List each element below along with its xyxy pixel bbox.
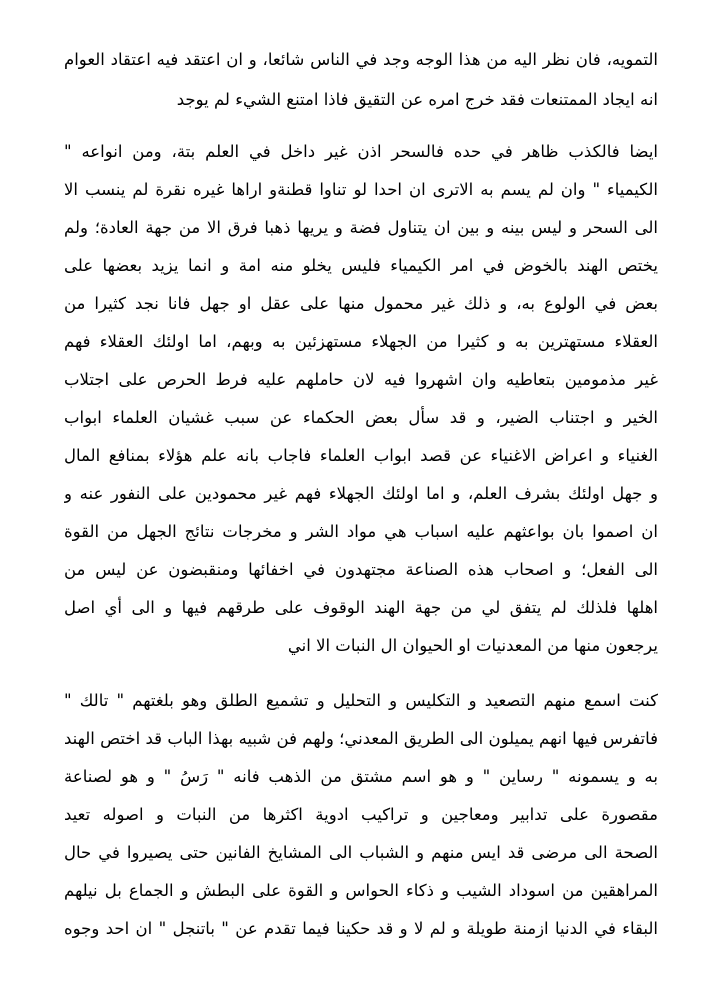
text-line: اهلها فلذلك لم يتفق لي من جهة الهند الوقوف على طرقهم فيها و الى أي اصل: [64, 598, 658, 617]
text-line: المراهقين من اسوداد الشيب و ذكاء الحواس و القوة على البطش و الجماع بل نيلهم: [64, 881, 658, 900]
text-line: بعض في الولوع به، و ذلك غير محمول منها على عقل او جهل فانا نجد كثيرا من: [64, 294, 658, 313]
text-line: الى السحر و ليس بينه و بين ان يتناول فضة و يريها ذهبا فرق الا من جهة العادة؛ ولم: [64, 218, 658, 237]
text-line: الصحة الى مرضى قد ايس منهم و الشباب الى المشايخ الفانين حتى يصيروا في حال: [64, 843, 658, 862]
text-line: البقاء في الدنيا ازمنة طويلة و لم لا و قد حكينا فيما تقدم عن " باتنجل " ان احد وجوه: [64, 919, 658, 938]
text-line: ايضا فالكذب ظاهر في حده فالسحر اذن غير داخل في العلم بتة، ومن انواعه ": [64, 142, 658, 161]
text-line: مقصورة على تدابير ومعاجين و تراكيب ادوية اكثرها من النبات و اصوله تعيد: [64, 805, 658, 824]
text-line: فاتفرس فيها انهم يميلون الى الطريق المعدني؛ ولهم فن شبيه بهذا الباب قد اختص الهند: [64, 729, 658, 748]
text-line: غير مذمومين بتعاطيه وان اشهروا فيه لان حاملهم عليه فرط الحرص على اجتلاب: [64, 370, 658, 389]
text-line: التمويه، فان نظر اليه من هذا الوجه وجد في الناس شائعا، و ان اعتقد فيه اعتقاد العوام: [64, 50, 658, 69]
text-line: يختص الهند بالخوض في امر الكيمياء فليس يخلو منه امة و انما يزيد بعضها على: [64, 256, 658, 275]
text-line: الى الفعل؛ و اصحاب هذه الصناعة مجتهدون في اخفائها ومنقبضون عن ليس من: [64, 560, 658, 579]
text-line: ان اصموا بان بواعثهم عليه اسباب هي مواد الشر و مخرجات نتائج الجهل من القوة: [64, 522, 658, 541]
text-line: به و يسمونه " رساين " و هو اسم مشتق من الذهب فانه " رَسُ " و هو لصناعة: [64, 767, 658, 786]
text-line: و جهل اولئك بشرف العلم، و اما اولئك الجهلاء فهم غير محمودين على النفور عنه و: [64, 484, 658, 503]
text-line: يرجعون منها من المعدنيات او الحيوان ال النبات الا اني: [287, 636, 658, 655]
text-line: العقلاء مستهترين به و كثيرا من الجهلاء مستهزئين به وبهم، اما اولئك العقلاء فهم: [64, 332, 658, 351]
text-line: الخير و اجتناب الضير، و قد سأل بعض الحكماء عن سبب غشيان العلماء ابواب: [64, 408, 658, 427]
text-line: كنت اسمع منهم التصعيد و التكليس و التحليل و تشميع الطلق وهو بلغتهم " تالك ": [64, 691, 658, 710]
text-line: انه ايجاد الممتنعات فقد خرج امره عن التقيق فاذا امتنع الشيء لم يوجد: [176, 90, 658, 109]
text-line: الغنياء و اعراض الاغنياء عن قصد ابواب العلماء فاجاب بانه علم هؤلاء بمنافع المال: [64, 446, 658, 465]
text-line: الكيمياء " وان لم يسم به الاترى ان احدا لو تناوا قطنةو اراها غيره نقرة لم ينسب الا: [64, 180, 658, 199]
